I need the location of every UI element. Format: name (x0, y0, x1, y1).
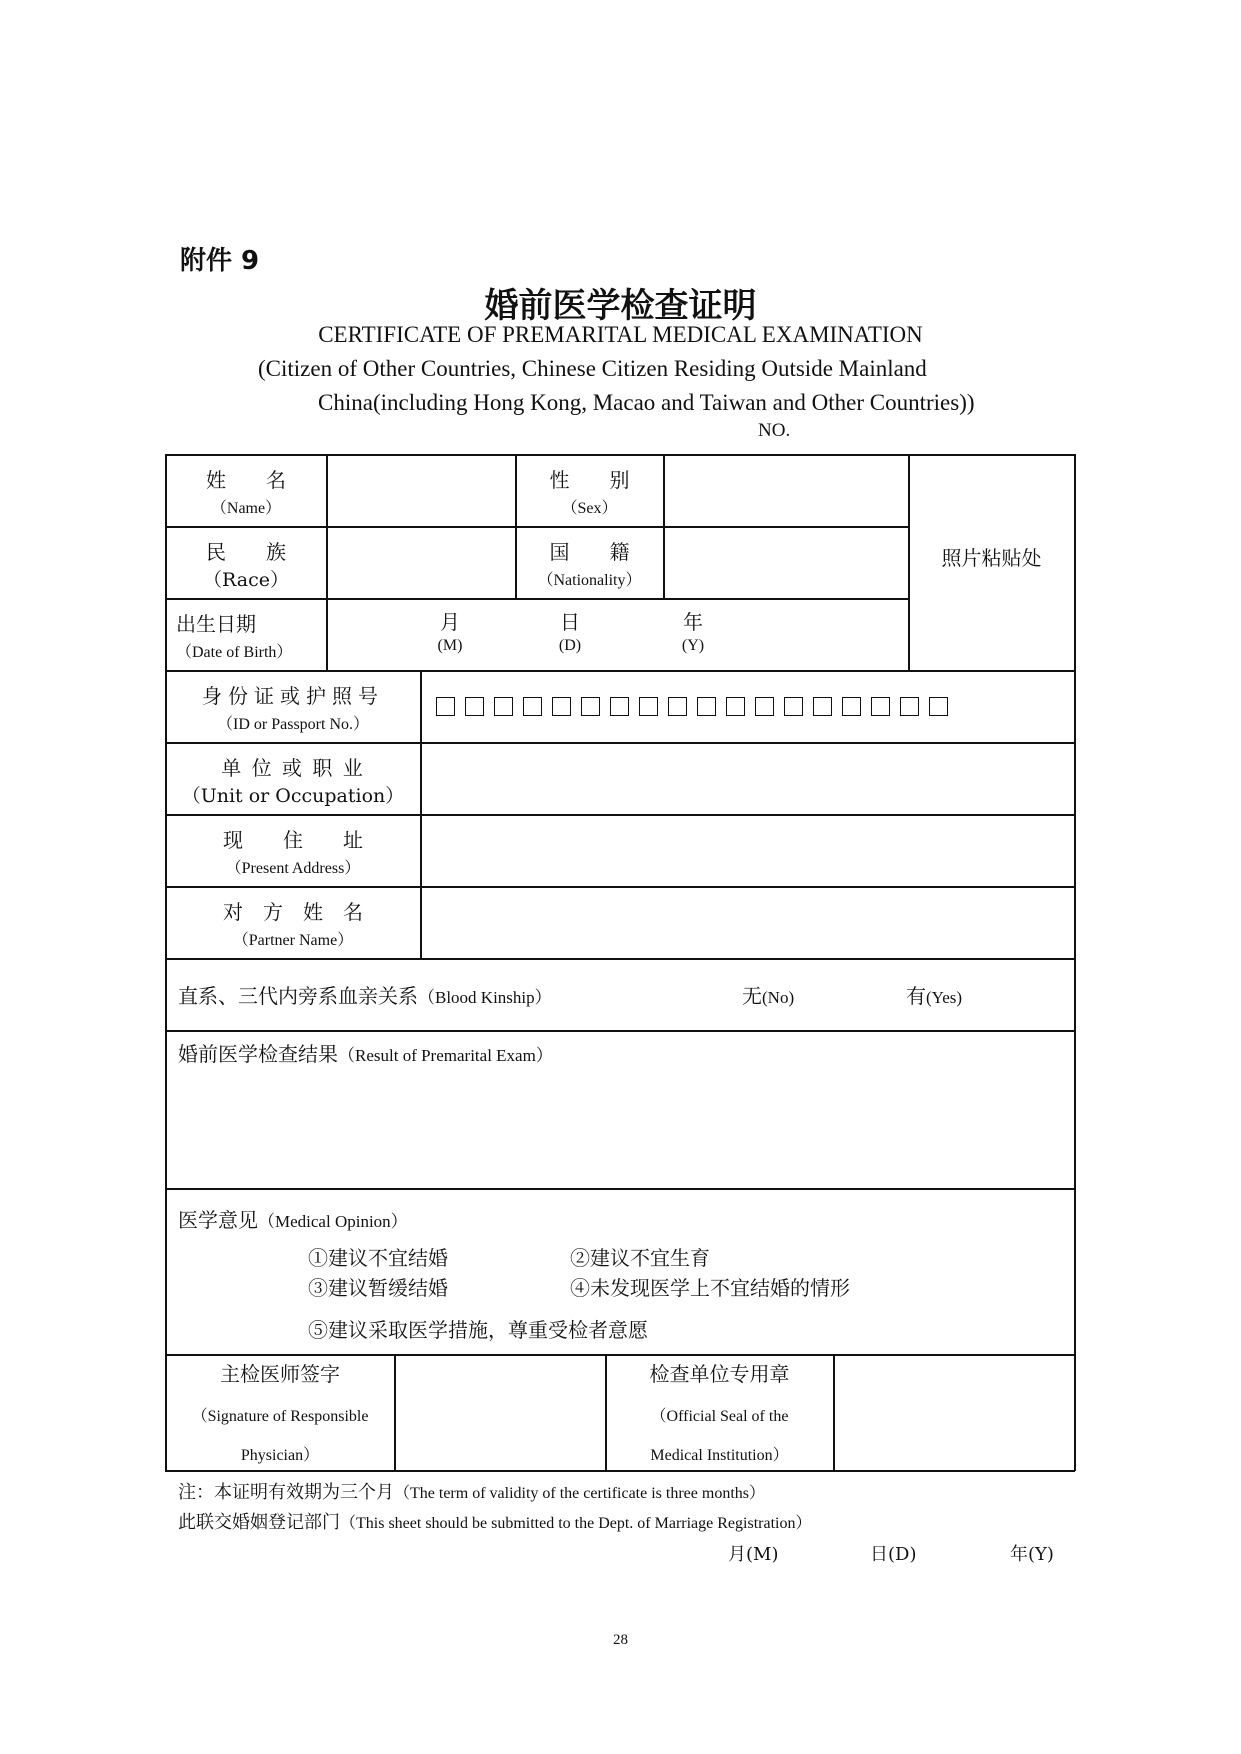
exam-result-field[interactable] (166, 1068, 1074, 1186)
opinion-option-5[interactable]: ⑤建议采取医学措施，尊重受检者意愿 (308, 1318, 648, 1342)
kinship-no-option[interactable]: 无(No) (742, 984, 795, 1008)
opinion-option-1[interactable]: ①建议不宜结婚 (308, 1246, 448, 1270)
address-field[interactable] (421, 815, 1074, 886)
dob-year[interactable]: 年 (Y) (681, 610, 705, 654)
id-digit-box[interactable] (523, 697, 542, 716)
race-field[interactable] (327, 527, 515, 598)
id-digit-box[interactable] (581, 697, 600, 716)
exam-result-label: 婚前医学检查结果（Result of Premarital Exam） (178, 1042, 553, 1066)
id-digit-box[interactable] (552, 697, 571, 716)
id-digit-box[interactable] (784, 697, 803, 716)
occupation-label: 单 位 或 职 业 （Unit or Occupation） (181, 756, 405, 807)
occupation-field[interactable] (421, 743, 1074, 814)
opinion-option-2[interactable]: ②建议不宜生育 (570, 1246, 710, 1270)
id-digit-box[interactable] (813, 697, 832, 716)
id-digit-box[interactable] (929, 697, 948, 716)
subtitle-line-2: China(including Hong Kong, Macao and Taiwan and Other Countries)) (318, 390, 975, 415)
photo-area[interactable]: 照片粘贴处 (941, 546, 1042, 570)
race-label: 民 族 （Race） (203, 540, 289, 591)
annex-label: 附件 9 (180, 246, 260, 276)
dob-label: 出生日期 （Date of Birth） (176, 612, 293, 661)
sex-field[interactable] (664, 455, 908, 526)
subtitle-line-1: (Citizen of Other Countries, Chinese Citizen Residing Outside Mainland (258, 356, 927, 381)
partner-name-label: 对 方 姓 名 （Partner Name） (223, 900, 363, 949)
issue-date-year[interactable]: 年(Y) (1010, 1544, 1054, 1565)
physician-signature-field[interactable] (395, 1355, 605, 1470)
id-digit-box[interactable] (697, 697, 716, 716)
dob-month[interactable]: 月 (M) (437, 610, 463, 654)
title-english: CERTIFICATE OF PREMARITAL MEDICAL EXAMINATION (318, 322, 923, 347)
id-digit-box[interactable] (494, 697, 513, 716)
address-label: 现 住 址 （Present Address） (223, 828, 363, 877)
id-digit-box[interactable] (436, 697, 455, 716)
medical-opinion-label: 医学意见（Medical Opinion） (178, 1208, 408, 1232)
partner-name-field[interactable] (421, 887, 1074, 958)
page-number: 28 (613, 1632, 628, 1648)
id-digit-box[interactable] (871, 697, 890, 716)
id-digit-box[interactable] (842, 697, 861, 716)
blood-kinship-label: 直系、三代内旁系血亲关系（Blood Kinship） (178, 984, 552, 1008)
physician-signature-label: 主检医师签字 （Signature of Responsible Physician） (191, 1362, 369, 1464)
nationality-field[interactable] (664, 527, 908, 598)
kinship-yes-option[interactable]: 有(Yes) (906, 984, 963, 1008)
id-digit-box[interactable] (610, 697, 629, 716)
issue-date-month[interactable]: 月(M) (728, 1544, 779, 1565)
official-seal-label: 检查单位专用章 （Official Seal of the Medical Institution） (649, 1362, 790, 1464)
sex-label: 性 别 （Sex） (549, 468, 630, 517)
dob-day[interactable]: 日 (D) (558, 610, 582, 654)
opinion-option-4[interactable]: ④未发现医学上不宜结婚的情形 (570, 1276, 850, 1300)
submission-note: 此联交婚姻登记部门（This sheet should be submitted to the Dept. of Marriage Registration） (178, 1512, 812, 1533)
name-label: 姓 名 （Name） (206, 468, 286, 517)
validity-note: 注：本证明有效期为三个月（The term of validity of the certificate is three months） (178, 1482, 765, 1503)
nationality-label: 国 籍 （Nationality） (537, 540, 642, 589)
id-digit-box[interactable] (755, 697, 774, 716)
id-digit-box[interactable] (726, 697, 745, 716)
certificate-number-label: NO. (758, 420, 791, 441)
name-field[interactable] (327, 455, 515, 526)
id-digit-box[interactable] (668, 697, 687, 716)
opinion-option-3[interactable]: ③建议暂缓结婚 (308, 1276, 448, 1300)
id-digit-box[interactable] (465, 697, 484, 716)
title-chinese: 婚前医学检查证明 (484, 286, 757, 326)
id-digit-box[interactable] (639, 697, 658, 716)
id-digit-box[interactable] (900, 697, 919, 716)
official-seal-field[interactable] (834, 1355, 1074, 1470)
issue-date-day[interactable]: 日(D) (870, 1544, 917, 1565)
id-label: 身份证或护照号 （ID or Passport No.） (202, 684, 384, 733)
